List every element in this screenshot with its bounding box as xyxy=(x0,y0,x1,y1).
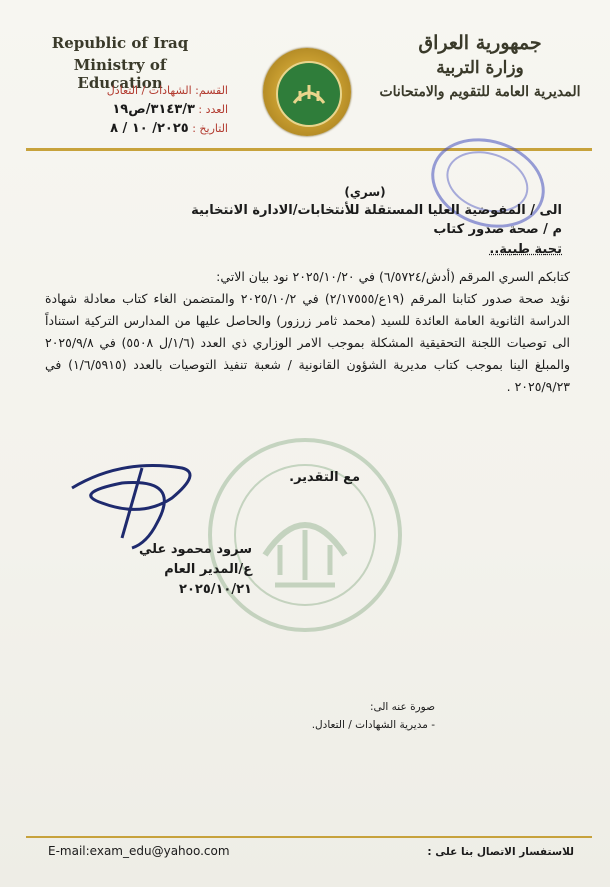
header-en-line2: Ministry of Education xyxy=(73,56,167,92)
date-label: التاريخ : xyxy=(192,122,228,135)
date-value: ٢٠٢٥/ ١٠ / ٨ xyxy=(110,121,189,136)
header-ar-line1: جمهورية العراق xyxy=(418,32,542,54)
body-paragraph-2: نؤيد صحة صدور كتابنا المرقم (١٩ع/٢/١٧٥٥٥) في ٢٠٢٥/١٠/٢ والمتضمن الغاء كتاب معادلة شهادة الدراسة الثانوية العامة العائدة للسيد (محمد ثامر زرزور) والحاصل عليها من المدارس التركية استناداً الى توصيات اللجنة التحقيقية المشكلة بموجب الامر الوزاري ذي العدد (١/٦/ل ٥٥٠٨) في ٢٠٢٥/٩/٨ والمبلغ الينا بموجب كتاب مديرية الشؤون القانونية / شعبة تنفيذ التوصيات بالعدد (١/٦/٥٩١٥) في ٢٠٢٥/٩/٢٣ . xyxy=(45,291,571,394)
watermark-emblem-icon xyxy=(205,435,405,635)
ministry-seal-icon xyxy=(263,48,351,136)
reference-block xyxy=(28,81,228,138)
letter-body xyxy=(45,266,570,398)
header-arabic xyxy=(370,32,590,100)
footer-email: E-mail:exam_edu@yahoo.com xyxy=(48,844,230,858)
cc-item: - مديرية الشهادات / التعادل. xyxy=(311,719,435,731)
secret-label: (سري) xyxy=(344,185,386,199)
header-en-line1: Republic of Iraq xyxy=(51,34,189,52)
signatory-title: ع/المدير العام xyxy=(164,562,252,577)
number-label: العدد : xyxy=(198,103,228,116)
dept-label: القسم: الشهادات / التعادل xyxy=(106,84,228,97)
body-paragraph-1: كتابكم السري المرقم (أدش/٦/٥٧٢٤) في ٢٠٢٥/١٠/٢٠ نود بيان الاتي: xyxy=(216,269,570,284)
number-value: ٣١٤٣/٣/ص١٩ xyxy=(112,102,195,117)
signatory-name: سرود محمود علي xyxy=(139,542,252,557)
header-ar-line3: المديرية العامة للتقويم والامتحانات xyxy=(379,84,581,100)
footer-divider xyxy=(26,836,592,838)
signatory-block xyxy=(72,540,252,600)
cc-label: صورة عنه الى: xyxy=(369,701,435,713)
cc-block xyxy=(312,698,435,734)
header-ar-line2: وزارة التربية xyxy=(436,58,524,78)
greeting-line: تحية طيبة.. xyxy=(489,242,562,257)
signature-date: ٢٠٢٥/١٠/٢١ xyxy=(179,582,252,597)
closing-line: مع التقدير. xyxy=(289,470,360,485)
subject-line: م / صحة صدور كتاب xyxy=(433,222,562,237)
footer-contact: للاستفسار الاتصال بنا على : xyxy=(427,846,574,858)
recipient-line: الى / المفوضية العليا المستقلة للأنتخابات/الادارة الانتخابية xyxy=(191,203,562,218)
